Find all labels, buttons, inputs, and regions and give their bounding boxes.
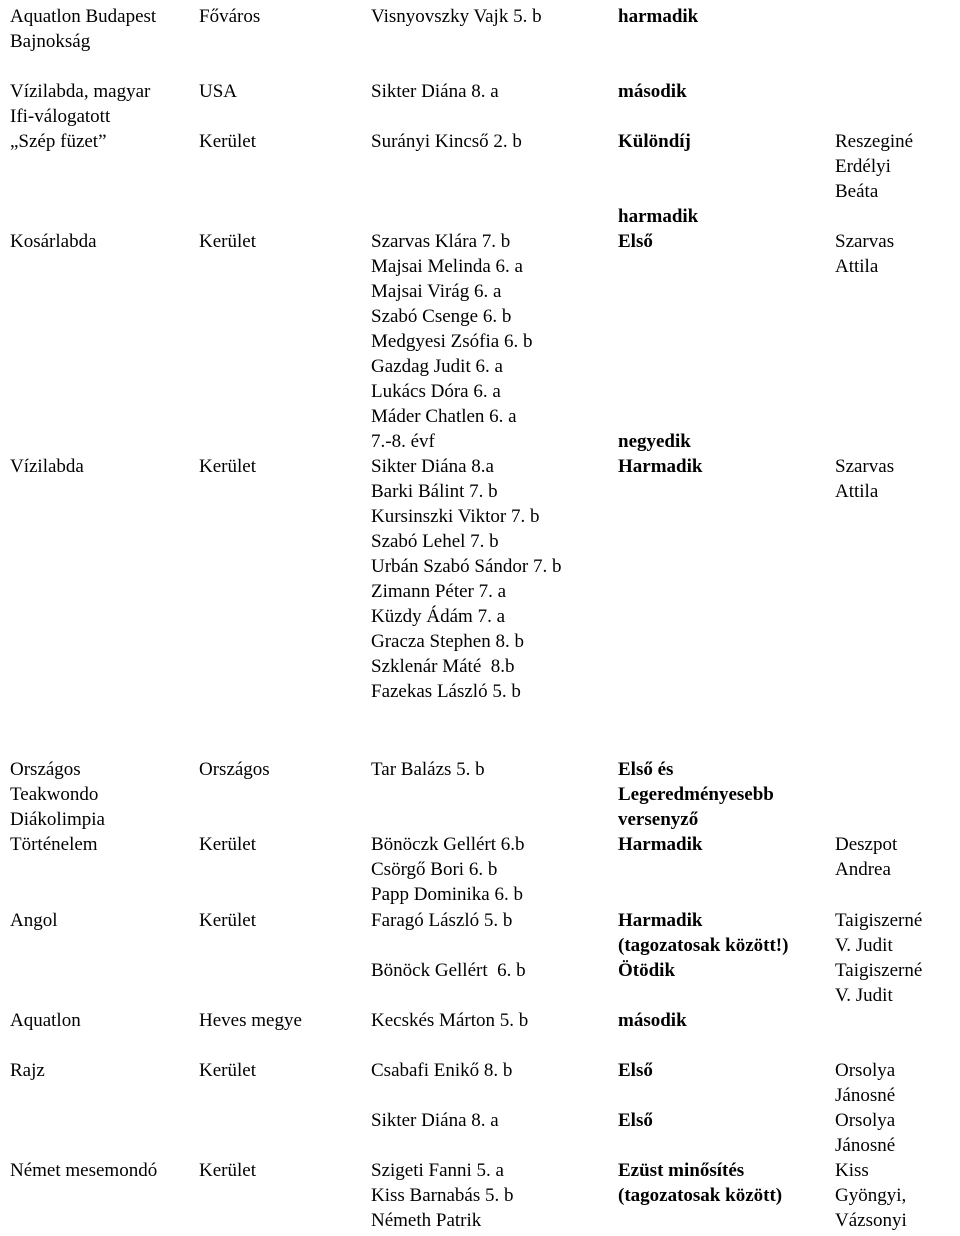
level: Kerület (199, 1160, 256, 1181)
participant: Szarvas Klára 7. b (371, 231, 511, 252)
participant: Szklenár Máté 8.b (371, 656, 515, 677)
result: Első (618, 231, 653, 252)
teacher: Jánosné (835, 1135, 896, 1156)
result: Különdíj (618, 131, 691, 152)
participant: Máder Chatlen 6. a (371, 406, 517, 427)
participant: Tar Balázs 5. b (371, 759, 485, 780)
teacher: Deszpot (835, 834, 898, 855)
result: második (618, 1010, 687, 1031)
participant: Sikter Diána 8. a (371, 81, 499, 102)
result: versenyző (618, 809, 699, 830)
teacher: V. Judit (835, 985, 893, 1006)
event-name: Rajz (10, 1060, 45, 1081)
participant: Lukács Dóra 6. a (371, 381, 501, 402)
participant: Kiss Barnabás 5. b (371, 1185, 514, 1206)
result: Ötödik (618, 960, 676, 981)
participant: Bönöczk Gellért 6.b (371, 834, 525, 855)
event-name: Teakwondo (10, 784, 99, 805)
result: Első és (618, 759, 674, 780)
participant: Majsai Melinda 6. a (371, 256, 523, 277)
teacher: Andrea (835, 859, 891, 880)
teacher: Jánosné (835, 1085, 896, 1106)
teacher: Orsolya (835, 1060, 896, 1081)
participant: Németh Patrik (371, 1210, 482, 1231)
event-name: „Szép füzet” (10, 131, 107, 152)
participant: Surányi Kincső 2. b (371, 131, 522, 152)
result: második (618, 81, 687, 102)
teacher: Kiss (835, 1160, 869, 1181)
event-name: Aquatlon (10, 1010, 81, 1031)
level: Kerület (199, 131, 256, 152)
participant: Barki Bálint 7. b (371, 481, 498, 502)
result: Első (618, 1060, 653, 1081)
event-name: Bajnokság (10, 31, 91, 52)
participant: Urbán Szabó Sándor 7. b (371, 556, 562, 577)
event-name: Országos (10, 759, 81, 780)
participant: Küzdy Ádám 7. a (371, 606, 506, 627)
participant: Fazekas László 5. b (371, 681, 521, 702)
event-name: Angol (10, 910, 58, 931)
result: Harmadik (618, 910, 703, 931)
participant: Visnyovszky Vajk 5. b (371, 6, 542, 27)
participant: Kursinszki Viktor 7. b (371, 506, 540, 527)
result: Első (618, 1110, 653, 1131)
participant: Kecskés Márton 5. b (371, 1010, 529, 1031)
participant: Szabó Csenge 6. b (371, 306, 512, 327)
participant: Medgyesi Zsófia 6. b (371, 331, 533, 352)
result: (tagozatosak között!) (618, 935, 789, 956)
event-name: Történelem (10, 834, 98, 855)
participant: Majsai Virág 6. a (371, 281, 502, 302)
teacher: Erdélyi (835, 156, 891, 177)
teacher: Szarvas (835, 231, 895, 252)
participant: Szabó Lehel 7. b (371, 531, 499, 552)
level: Kerület (199, 910, 256, 931)
teacher: Taigiszerné (835, 960, 923, 981)
participant: Gracza Stephen 8. b (371, 631, 524, 652)
event-name: Aquatlon Budapest (10, 6, 157, 27)
participant: Faragó László 5. b (371, 910, 513, 931)
teacher: Orsolya (835, 1110, 896, 1131)
teacher: Beáta (835, 181, 879, 202)
level: Főváros (199, 6, 261, 27)
event-name: Kosárlabda (10, 231, 97, 252)
teacher: Attila (835, 481, 879, 502)
teacher: V. Judit (835, 935, 893, 956)
participant: Sikter Diána 8. a (371, 1110, 499, 1131)
result: Harmadik (618, 834, 703, 855)
event-name: Diákolimpia (10, 809, 105, 830)
level: Kerület (199, 456, 256, 477)
result: Legeredményesebb (618, 784, 774, 805)
participant: Csabafi Enikő 8. b (371, 1060, 513, 1081)
level: Országos (199, 759, 270, 780)
event-name: Vízilabda (10, 456, 84, 477)
result-note: harmadik (618, 206, 699, 227)
teacher: Attila (835, 256, 879, 277)
result: Ezüst minősítés (618, 1160, 745, 1181)
participant: Gazdag Judit 6. a (371, 356, 503, 377)
level: Kerület (199, 231, 256, 252)
teacher: Taigiszerné (835, 910, 923, 931)
teacher: Gyöngyi, (835, 1185, 907, 1206)
teacher: Reszeginé (835, 131, 914, 152)
level: Heves megye (199, 1010, 302, 1031)
level: USA (199, 81, 238, 102)
result: harmadik (618, 6, 699, 27)
teacher: Szarvas (835, 456, 895, 477)
participant: Csörgő Bori 6. b (371, 859, 498, 880)
participant: Bönöck Gellért 6. b (371, 960, 526, 981)
category-note: 7.-8. évf (371, 431, 435, 452)
participant: Papp Dominika 6. b (371, 884, 523, 905)
result: Harmadik (618, 456, 703, 477)
participant: Szigeti Fanni 5. a (371, 1160, 504, 1181)
event-name: Vízilabda, magyar (10, 81, 151, 102)
result: (tagozatosak között) (618, 1185, 783, 1206)
level: Kerület (199, 1060, 256, 1081)
level: Kerület (199, 834, 256, 855)
participant: Zimann Péter 7. a (371, 581, 507, 602)
teacher: Vázsonyi (835, 1210, 907, 1231)
participant: Sikter Diána 8.a (371, 456, 494, 477)
event-name: Német mesemondó (10, 1160, 158, 1181)
event-name: Ifi-válogatott (10, 106, 111, 127)
result-note: negyedik (618, 431, 691, 452)
